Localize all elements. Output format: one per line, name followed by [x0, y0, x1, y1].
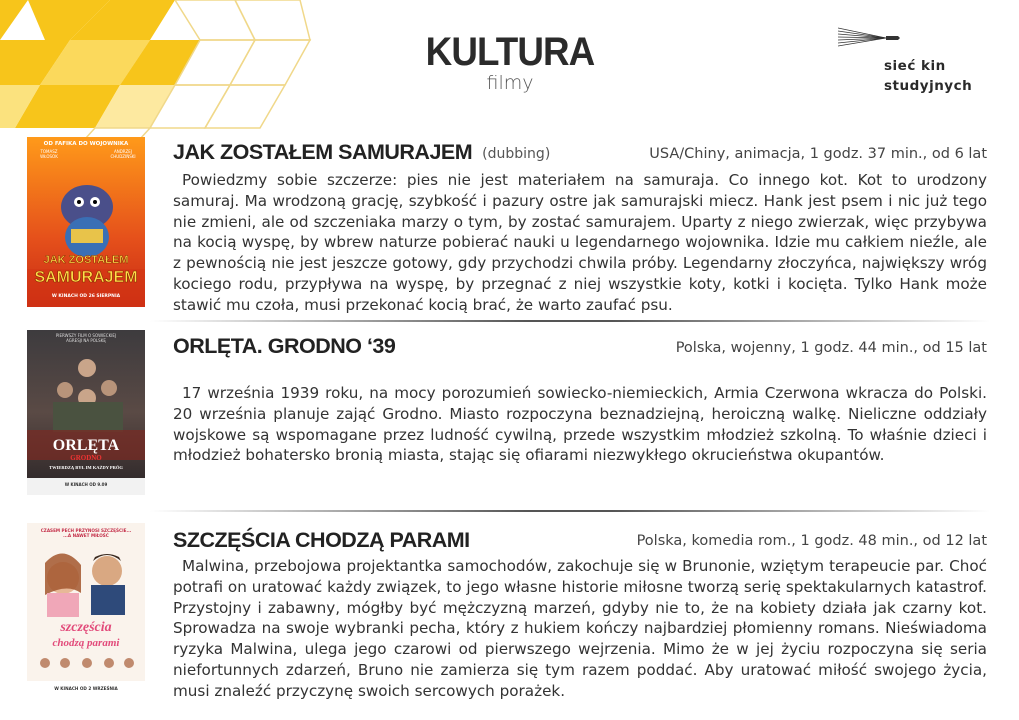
film-poster	[27, 523, 145, 695]
film-meta: USA/Chiny, animacja, 1 godz. 37 min., od 6 lat	[649, 146, 987, 162]
decorative-hexagon-pattern	[0, 0, 320, 150]
film-meta: Polska, wojenny, 1 godz. 44 min., od 15 lat	[675, 340, 987, 356]
poster-top-text: OD FAFIKA DO WOJOWNIKA	[43, 141, 129, 147]
poster-title-line1: szczęścia	[60, 620, 112, 635]
page-title: KULTURA	[425, 30, 595, 74]
page-subtitle: filmy	[486, 72, 534, 94]
projector-beam-icon	[838, 26, 908, 54]
logo-text	[884, 56, 972, 96]
film-description: Malwina, przebojowa projektantka samochodów, zakochuje się w Brunonie, wziętym terapeucie par. Choć potrafi on uratować każdy związek, to jego własne historie miłosne tworzą serię spektakularnych katastrof. Przystojny i zabawny, mógłby być mężczyzną marzeń, gdyby nie to, że na kobiety działa jak czarny kot. Sprowadza na swoje wybranki pecha, który z hukiem kończy najbardziej płomienny romans. Nieświadoma ryzyka Malwina, ulega jego czarowi od pierwszego wejrzenia. Mimo że w jej życiu rozpoczyna się seria niefortunnych zdarzeń, Bruno nie zamierza się tym razem poddać. Aby uratować miłość swojego życia, musi znaleźć przyczynę swoich sercowych porażek.	[173, 557, 987, 700]
film-title: JAK ZOSTAŁEM SAMURAJEM	[173, 140, 473, 164]
film-description: 17 września 1939 roku, na mocy porozumień sowiecko-niemieckich, Armia Czerwona wkracza do Polski. 20 września planuje zająć Grodno. Miasto rozpoczyna beznadziejną, heroiczną walkę. Nieliczne oddziały wojskowe są wspomagane przez ludność cywilną, przede wszystkim młodzież szkolną. To właśnie dzieci i młodzież bohatersko bronią miasta, stając się ofiarami niezwykłego okrucieństwa okupantów.	[173, 384, 987, 465]
film-poster	[27, 137, 145, 307]
film-description: Powiedzmy sobie szczerze: pies nie jest materiałem na samuraja. Co innego kot. Kot to urodzony samuraj. Ma wrodzoną grację, szybkość i pazury ostre jak samurajski miecz. Hank jest psem i nic już tego nie zmieni, ale od szczeniaka marzy o tym, by zostać samurajem. Uparty z niego zwierzak, więc przybywa na kocią wyspę, by wbrew naturze pobierać nauki u legendarnego wojownika. Idzie mu całkiem nieźle, ale z pewnością nie jest jeszcze gotowy, gdy przychodzi chwila próby. Legendarny złoczyńca, największy wróg kociego rodu, przypływa na wyspę, by przegnać z niej wszystkie koty, kotki i kocięta. Tylko Hank może stawić mu czoła, musi przekonać kocią brać, że warto zaufać psu.	[173, 171, 987, 314]
poster-title-line1: JAK ZOSTAŁEM	[43, 254, 129, 266]
film-title: ORLĘTA. GRODNO ‘39	[173, 334, 396, 358]
logo-line-1: sieć kin	[884, 58, 946, 74]
logo-line-2: studyjnych	[884, 78, 973, 94]
divider	[150, 320, 990, 322]
poster-title-line2: chodzą parami	[52, 637, 120, 649]
poster-bottom-text: W KINACH OD 26 SIERPNIA	[51, 294, 121, 299]
film-poster	[27, 330, 145, 495]
poster-title-line1: ORLĘTA	[52, 437, 120, 454]
film-title: SZCZĘŚCIA CHODZĄ PARAMI	[173, 528, 470, 552]
poster-tagline: TWIERDZĄ BYŁ IM KAŻDY PRÓG	[49, 465, 123, 470]
film-tag: (dubbing)	[482, 146, 551, 162]
kino-logo	[838, 26, 988, 96]
divider	[150, 510, 990, 512]
poster-cast-right: ANDRZEJ CHUDZIŃSKI	[110, 149, 136, 159]
poster-title-line2: GRODNO	[70, 454, 102, 462]
poster-top-text: CZASEM PECH PRZYNOSI SZCZĘŚCIE... ...A NAWET MIŁOŚĆ	[40, 528, 132, 539]
poster-title-line2: SAMURAJEM	[34, 269, 138, 286]
poster-top-text: PIERWSZY FILM O SOWIECKIEJ AGRESJI NA POLSKĘ	[55, 333, 117, 343]
poster-bottom-text: W KINACH OD 2 WRZEŚNIA	[54, 686, 118, 691]
film-meta: Polska, komedia rom., 1 godz. 48 min., od 12 lat	[636, 533, 987, 549]
poster-cast-left: TOMASZ WŁOSOK	[40, 149, 58, 159]
page-header	[400, 30, 620, 94]
poster-bottom-text: W KINACH OD 9.09	[64, 482, 108, 487]
